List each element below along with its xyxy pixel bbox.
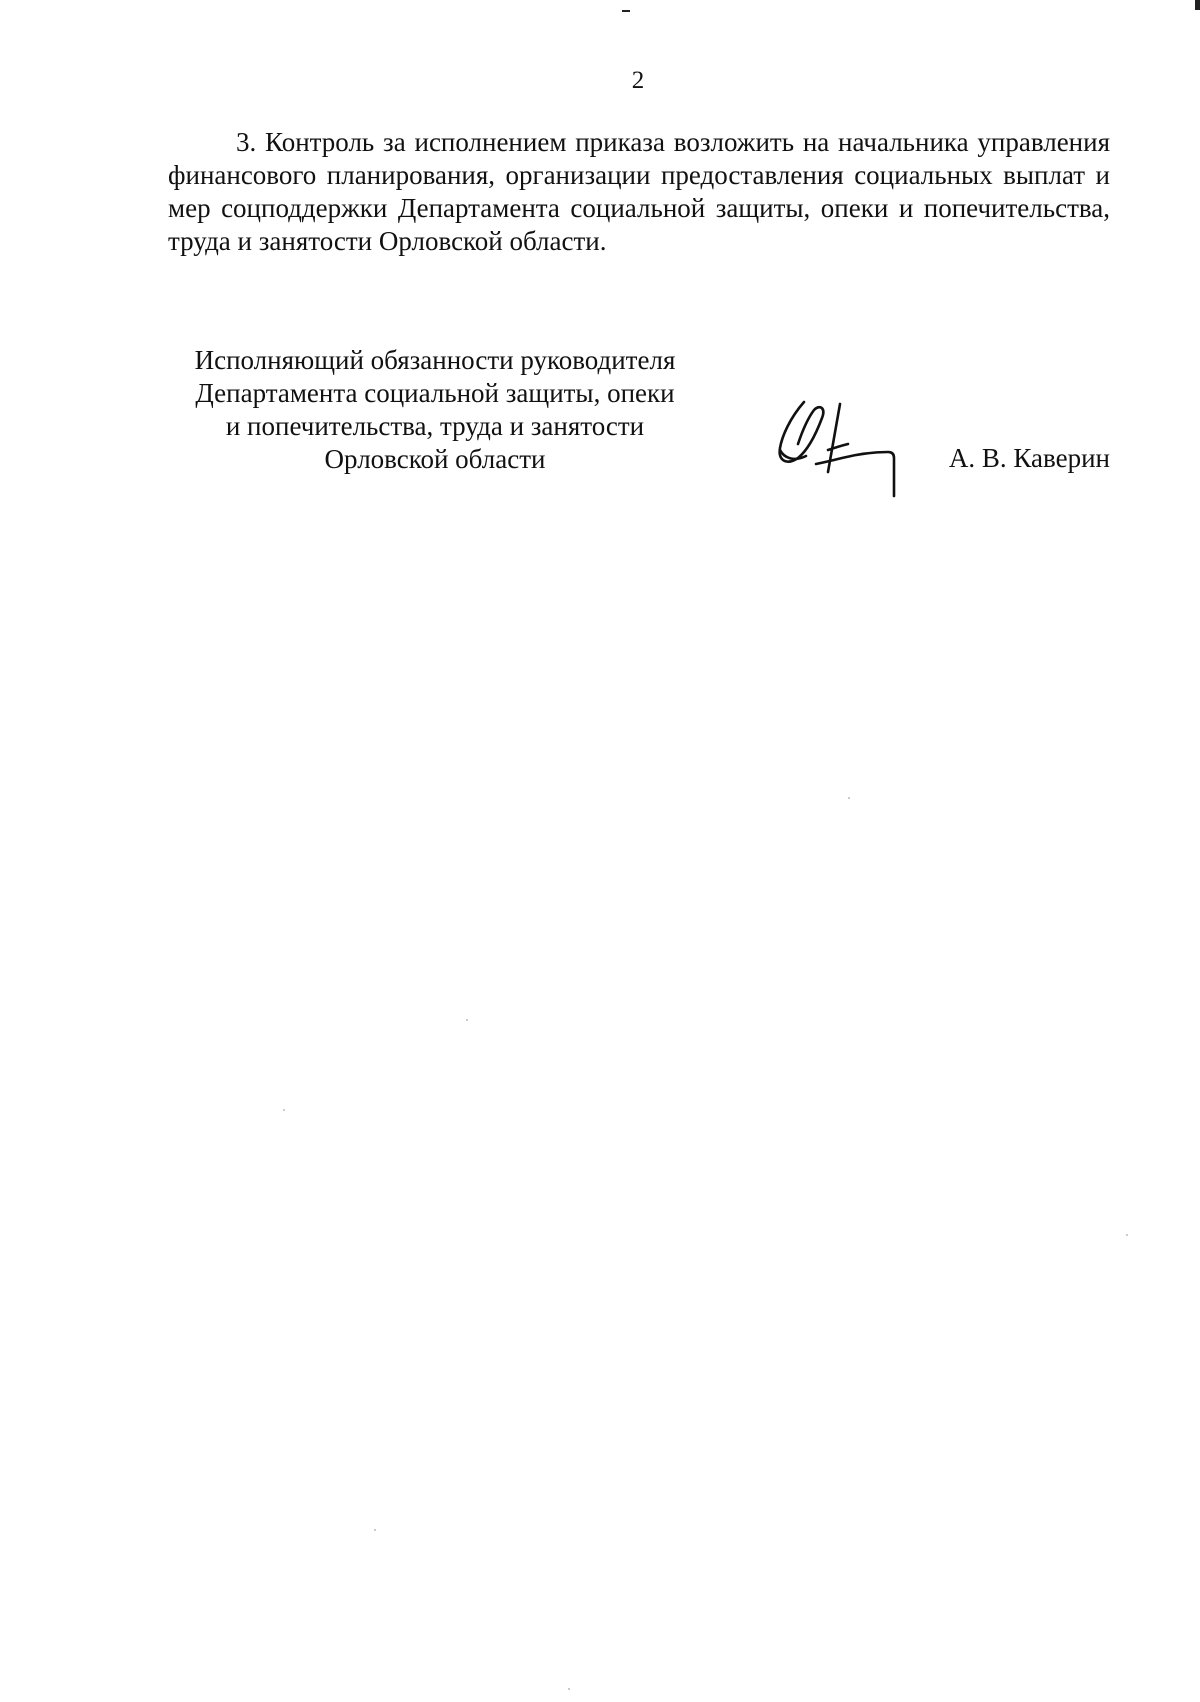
scan-speck <box>568 1688 570 1690</box>
handwritten-signature <box>768 396 908 500</box>
signer-title-line: Орловской области <box>324 444 546 474</box>
scan-speck <box>848 797 850 799</box>
signer-name: А. В. Каверин <box>948 443 1110 473</box>
scan-mark <box>622 10 630 12</box>
page-number: 2 <box>631 67 645 94</box>
scan-speck <box>466 1019 468 1021</box>
signer-title-line: Исполняющий обязанности руководителя <box>194 345 676 375</box>
signer-title <box>168 344 702 476</box>
signer-title-line: Департамента социальной защиты, опеки <box>195 378 675 408</box>
scan-speck <box>283 1109 285 1111</box>
paragraph-3: 3. Контроль за исполнением приказа возложить на начальника управления финансового планирования, организации предоставления социальных выплат и мер соцподдержки Департамента социальной защиты, опеки и попечительства, труда и занятости Орловской области. <box>168 127 1110 256</box>
scan-mark <box>1195 0 1200 10</box>
scan-speck <box>374 1529 376 1531</box>
scan-speck <box>1126 1234 1128 1236</box>
signer-title-line: и попечительства, труда и занятости <box>225 411 645 441</box>
